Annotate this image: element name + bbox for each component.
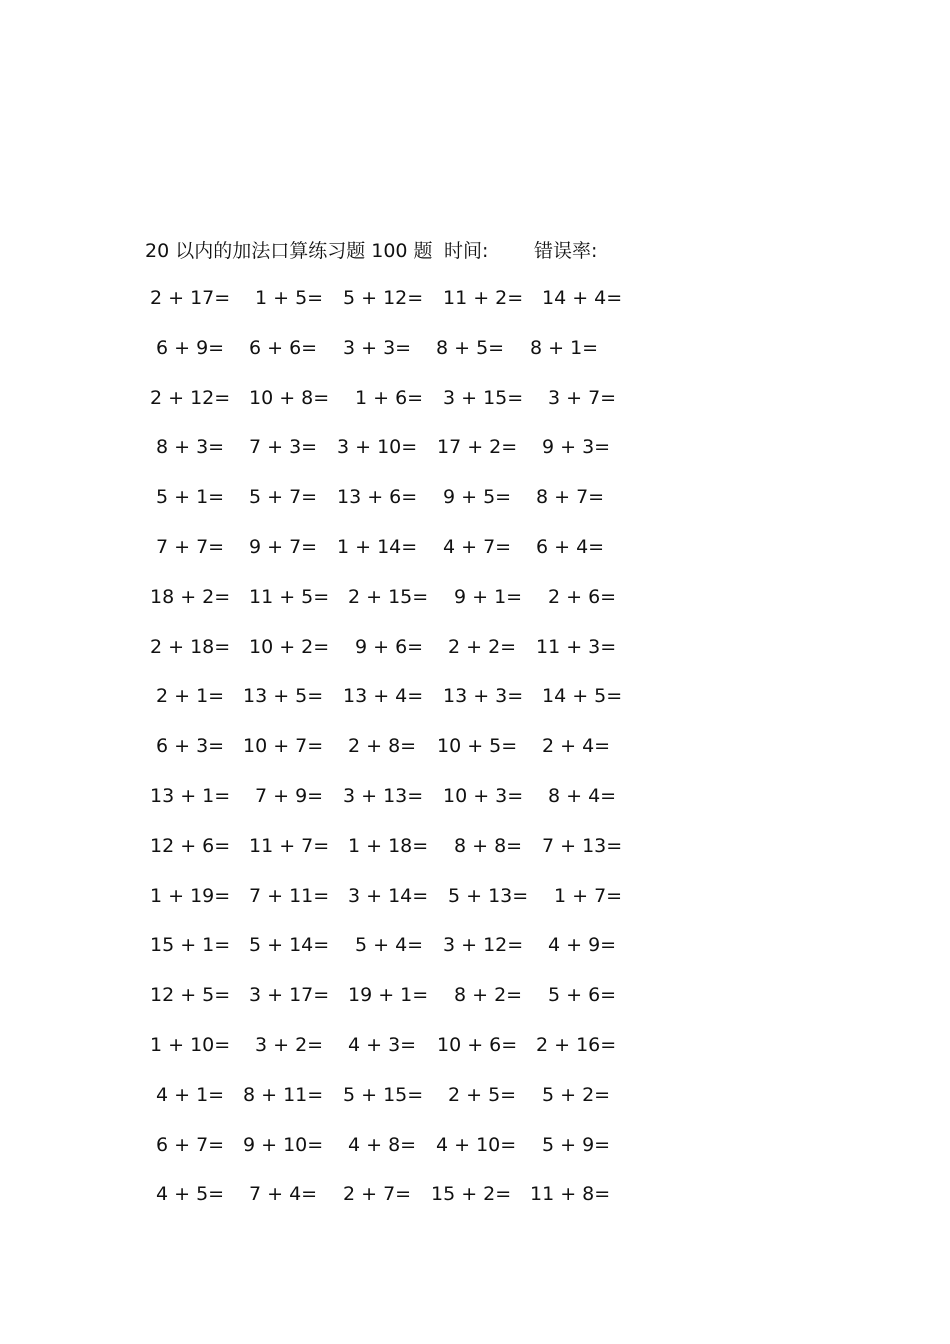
addition-problem: 15 + 1= (150, 934, 231, 957)
addition-problem: 2 + 2= (448, 635, 517, 658)
addition-problem: 1 + 14= (337, 536, 418, 558)
addition-problem: 5 + 6= (548, 984, 617, 1007)
addition-problem: 12 + 5= (150, 984, 231, 1007)
addition-problem: 7 + 13= (542, 834, 623, 857)
addition-problem: 2 + 17= (150, 287, 231, 309)
addition-problem: 5 + 12= (343, 287, 424, 309)
addition-problem: 4 + 8= (348, 1133, 417, 1156)
addition-problem: 3 + 15= (443, 386, 524, 409)
addition-problem: 5 + 2= (542, 1083, 611, 1106)
time-label: 时间: (444, 240, 489, 262)
addition-problem: 10 + 3= (443, 785, 524, 807)
addition-problem: 3 + 13= (343, 785, 424, 807)
addition-problem: 2 + 8= (348, 735, 417, 758)
addition-problem: 3 + 2= (255, 1034, 324, 1056)
addition-problem: 14 + 4= (542, 287, 623, 309)
addition-problem: 1 + 19= (150, 884, 231, 907)
addition-problem: 2 + 7= (343, 1183, 412, 1206)
addition-problem: 10 + 5= (437, 735, 518, 758)
addition-problem: 3 + 12= (443, 934, 524, 957)
addition-problem: 5 + 15= (343, 1083, 424, 1106)
addition-problem: 8 + 1= (530, 336, 599, 359)
addition-problem: 9 + 3= (542, 436, 611, 459)
addition-problem: 1 + 5= (255, 287, 324, 309)
addition-problem: 8 + 8= (454, 834, 523, 857)
addition-problem: 13 + 4= (343, 685, 424, 708)
addition-problem: 9 + 7= (249, 536, 318, 558)
addition-problem: 7 + 9= (255, 785, 324, 807)
addition-problem: 11 + 5= (249, 585, 330, 608)
worksheet-title: 20 以内的加法口算练习题 100 题 (145, 240, 433, 262)
addition-problem: 6 + 6= (249, 336, 318, 359)
addition-problem: 3 + 3= (343, 336, 412, 359)
addition-problem: 5 + 9= (542, 1133, 611, 1156)
addition-problem: 7 + 3= (249, 436, 318, 459)
addition-problem: 3 + 7= (548, 386, 617, 409)
addition-problem: 8 + 11= (243, 1083, 324, 1106)
addition-problem: 9 + 6= (355, 635, 424, 658)
addition-problem: 2 + 12= (150, 386, 231, 409)
addition-problem: 2 + 5= (448, 1083, 517, 1106)
addition-problem: 2 + 15= (348, 585, 429, 608)
addition-problem: 8 + 7= (536, 486, 605, 509)
addition-problem: 4 + 10= (436, 1133, 517, 1156)
addition-problem: 19 + 1= (348, 984, 429, 1007)
addition-problem: 1 + 10= (150, 1034, 231, 1056)
addition-problem: 13 + 3= (443, 685, 524, 708)
addition-problem: 1 + 7= (554, 884, 623, 907)
addition-problem: 8 + 4= (548, 785, 617, 807)
addition-problem: 4 + 3= (348, 1034, 417, 1056)
addition-problem: 6 + 4= (536, 536, 605, 558)
addition-problem: 4 + 1= (156, 1083, 225, 1106)
addition-problem: 5 + 14= (249, 934, 330, 957)
addition-problem: 11 + 2= (443, 287, 524, 309)
addition-problem: 8 + 5= (436, 336, 505, 359)
addition-problem: 1 + 6= (355, 386, 424, 409)
addition-problem: 10 + 7= (243, 735, 324, 758)
addition-problem: 3 + 10= (337, 436, 418, 459)
addition-problem: 11 + 8= (530, 1183, 611, 1206)
addition-problem: 8 + 3= (156, 436, 225, 459)
addition-problem: 18 + 2= (150, 585, 231, 608)
addition-problem: 2 + 6= (548, 585, 617, 608)
addition-problem: 9 + 10= (243, 1133, 324, 1156)
addition-problem: 1 + 18= (348, 834, 429, 857)
addition-problem: 10 + 8= (249, 386, 330, 409)
addition-problem: 3 + 14= (348, 884, 429, 907)
addition-problem: 13 + 5= (243, 685, 324, 708)
addition-problem: 4 + 5= (156, 1183, 225, 1206)
addition-problem: 10 + 6= (437, 1034, 518, 1056)
addition-problem: 7 + 4= (249, 1183, 318, 1206)
addition-problem: 12 + 6= (150, 834, 231, 857)
addition-problem: 2 + 18= (150, 635, 231, 658)
addition-problem: 2 + 4= (542, 735, 611, 758)
addition-problem: 2 + 16= (536, 1034, 617, 1056)
addition-problem: 7 + 7= (156, 536, 225, 558)
addition-problem: 5 + 4= (355, 934, 424, 957)
addition-problem: 5 + 13= (448, 884, 529, 907)
addition-problem: 11 + 3= (536, 635, 617, 658)
addition-problem: 10 + 2= (249, 635, 330, 658)
addition-problem: 11 + 7= (249, 834, 330, 857)
addition-problem: 3 + 17= (249, 984, 330, 1007)
addition-problem: 13 + 6= (337, 486, 418, 509)
addition-problem: 17 + 2= (437, 436, 518, 459)
addition-problem: 4 + 9= (548, 934, 617, 957)
addition-problem: 4 + 7= (443, 536, 512, 558)
addition-problem: 5 + 1= (156, 486, 225, 509)
addition-problem: 14 + 5= (542, 685, 623, 708)
addition-problem: 13 + 1= (150, 785, 231, 807)
addition-problem: 5 + 7= (249, 486, 318, 509)
addition-problem: 15 + 2= (431, 1183, 512, 1206)
addition-problem: 6 + 7= (156, 1133, 225, 1156)
addition-problem: 9 + 5= (443, 486, 512, 509)
addition-problem: 9 + 1= (454, 585, 523, 608)
addition-problem: 8 + 2= (454, 984, 523, 1007)
addition-problem: 6 + 9= (156, 336, 225, 359)
error-rate-label: 错误率: (534, 240, 598, 262)
addition-problem: 6 + 3= (156, 735, 225, 758)
addition-problem: 7 + 11= (249, 884, 330, 907)
addition-problem: 2 + 1= (156, 685, 225, 708)
